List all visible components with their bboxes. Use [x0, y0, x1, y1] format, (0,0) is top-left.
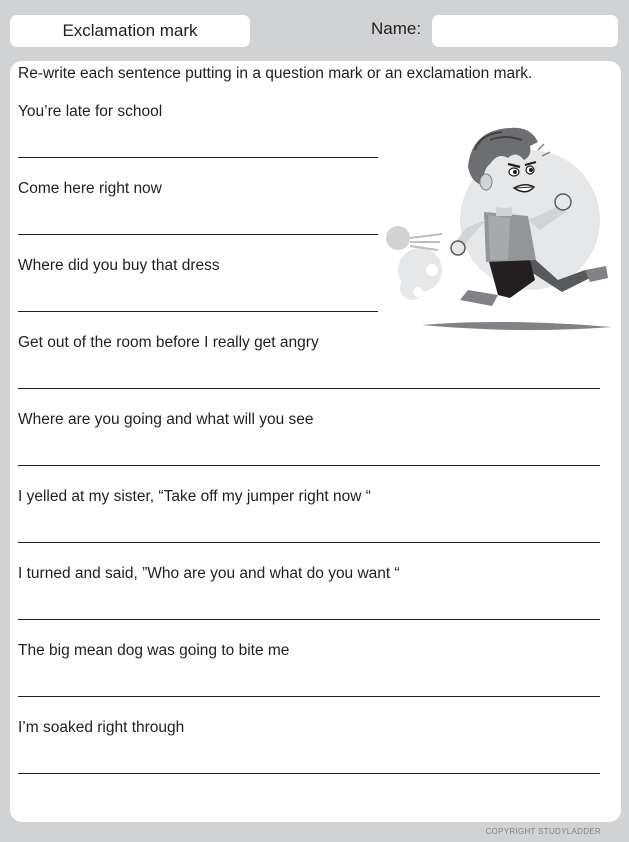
sentence-5: Where are you going and what will you see [18, 411, 314, 428]
answer-line-6[interactable] [18, 542, 600, 543]
sentence-9: I’m soaked right through [18, 719, 185, 736]
sentence-6: I yelled at my sister, “Take off my jumper right now “ [18, 488, 371, 505]
worksheet-title-text: Exclamation mark [62, 21, 198, 40]
answer-line-4[interactable] [18, 388, 600, 389]
name-label: Name: [371, 19, 422, 38]
sentence-3: Where did you buy that dress [18, 257, 220, 274]
answer-line-3[interactable] [18, 311, 378, 312]
answer-line-5[interactable] [18, 465, 600, 466]
worksheet-title [10, 15, 250, 47]
sentence-2: Come here right now [18, 180, 162, 197]
answer-line-7[interactable] [18, 619, 600, 620]
running-boy-icon [380, 120, 618, 335]
answer-line-9[interactable] [18, 773, 600, 774]
sentence-7: I turned and said, ”Who are you and what do you want “ [18, 565, 400, 582]
instructions: Re-write each sentence putting in a question mark or an exclamation mark. [18, 65, 533, 82]
answer-line-1[interactable] [18, 157, 378, 158]
answer-line-8[interactable] [18, 696, 600, 697]
name-field[interactable] [432, 15, 618, 47]
sentence-1: You’re late for school [18, 103, 163, 120]
sentence-8: The big mean dog was going to bite me [18, 642, 290, 659]
sentence-4: Get out of the room before I really get angry [18, 334, 319, 351]
answer-line-2[interactable] [18, 234, 378, 235]
copyright-notice: COPYRIGHT STUDYLADDER [485, 827, 601, 836]
